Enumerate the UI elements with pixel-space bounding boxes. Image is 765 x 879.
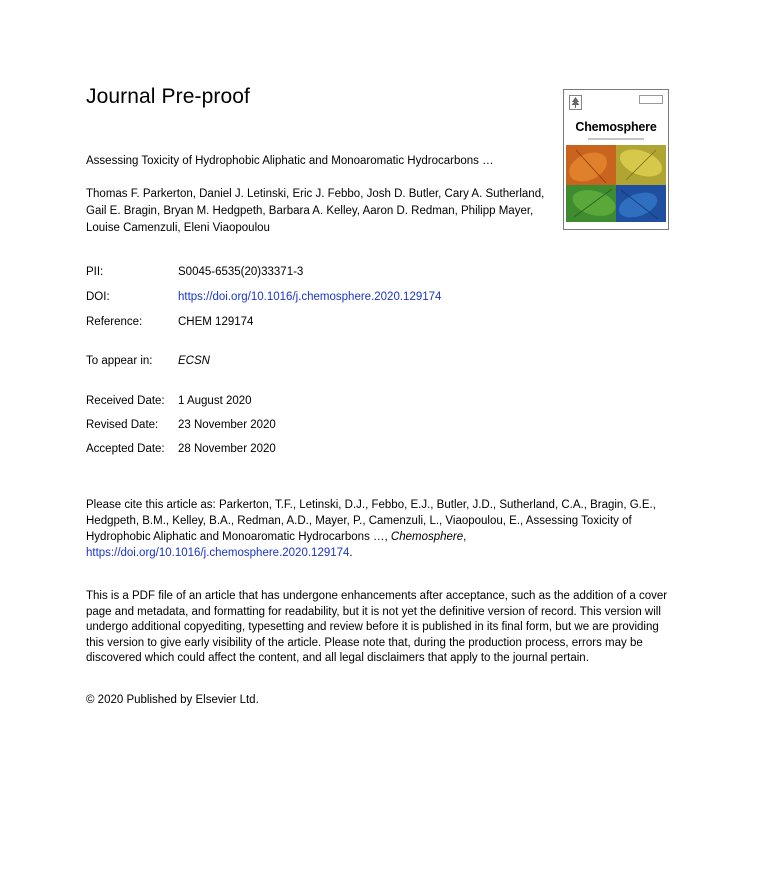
citation-separator: , xyxy=(463,531,467,543)
cover-leaf-artwork xyxy=(566,145,666,222)
appear-in-label: To appear in: xyxy=(86,355,153,367)
citation-doi-link[interactable]: https://doi.org/10.1016/j.chemosphere.2020.129174 xyxy=(86,547,350,559)
cover-subtitle-line xyxy=(564,137,668,141)
received-date-row xyxy=(86,395,252,407)
cover-journal-name: Chemosphere xyxy=(575,120,657,134)
doi-link[interactable]: https://doi.org/10.1016/j.chemosphere.2020.129174 xyxy=(178,291,442,303)
pii-row xyxy=(86,266,303,278)
cover-issn-box xyxy=(639,95,663,104)
doi-label: DOI: xyxy=(86,291,110,303)
reference-value: CHEM 129174 xyxy=(178,316,254,328)
article-title: Assessing Toxicity of Hydrophobic Aliphatic and Monoaromatic Hydrocarbons … xyxy=(86,155,494,167)
pii-label: PII: xyxy=(86,266,104,278)
appear-in-value: ECSN xyxy=(178,355,210,367)
pre-proof-notice: This is a PDF file of an article that has undergone enhancements after acceptance, such as the addition of a cover page and metadata, and formatting for readability, but it is not yet the definitive version of record. This version will undergo additional copyediting, typesetting and review before it is published in its final form, but we are providing this version to give early visibility of the article. Please note that, during the production process, errors may be discovered which could affect the content, and all legal disclaimers that apply to the journal pertain. xyxy=(86,590,668,664)
citation-paragraph xyxy=(86,497,670,561)
accepted-date-row xyxy=(86,443,276,455)
received-date-label: Received Date: xyxy=(86,395,165,407)
article-authors: Thomas F. Parkerton, Daniel J. Letinski, Eric J. Febbo, Josh D. Butler, Cary A. Sutherland, Gail E. Bragin, Bryan M. Hedgpeth, Barbara A. Kelley, Aaron D. Redman, Philipp Mayer, Louise Camenzuli, Eleni Viaopoulou xyxy=(86,188,545,234)
reference-label: Reference: xyxy=(86,316,143,328)
elsevier-logo-icon xyxy=(569,95,582,110)
doi-row xyxy=(86,291,441,303)
citation-text: Please cite this article as: Parkerton, T.F., Letinski, D.J., Febbo, E.J., Butler, J.D., Sutherland, C.A., Bragin, G.E., Hedgpeth, B.M., Kelley, B.A., Redman, A.D., Mayer, P., Camenzuli, L., Viaopoulou, E., Assessing Toxicity of Hydrophobic Aliphatic and Monoaromatic Hydrocarbons …, xyxy=(86,499,656,543)
appear-in-row xyxy=(86,355,210,367)
journal-pre-proof-label: Journal Pre-proof xyxy=(86,85,250,108)
citation-journal: Chemosphere xyxy=(390,531,464,543)
accepted-date-value: 28 November 2020 xyxy=(178,443,276,455)
revised-date-label: Revised Date: xyxy=(86,419,159,431)
copyright-notice: © 2020 Published by Elsevier Ltd. xyxy=(86,694,259,706)
revised-date-row xyxy=(86,419,276,431)
reference-row xyxy=(86,316,253,328)
citation-suffix: . xyxy=(349,547,353,559)
accepted-date-label: Accepted Date: xyxy=(86,443,165,455)
pii-value: S0045-6535(20)33371-3 xyxy=(178,266,304,278)
revised-date-value: 23 November 2020 xyxy=(178,419,276,431)
received-date-value: 1 August 2020 xyxy=(178,395,252,407)
journal-cover-image xyxy=(563,89,669,230)
